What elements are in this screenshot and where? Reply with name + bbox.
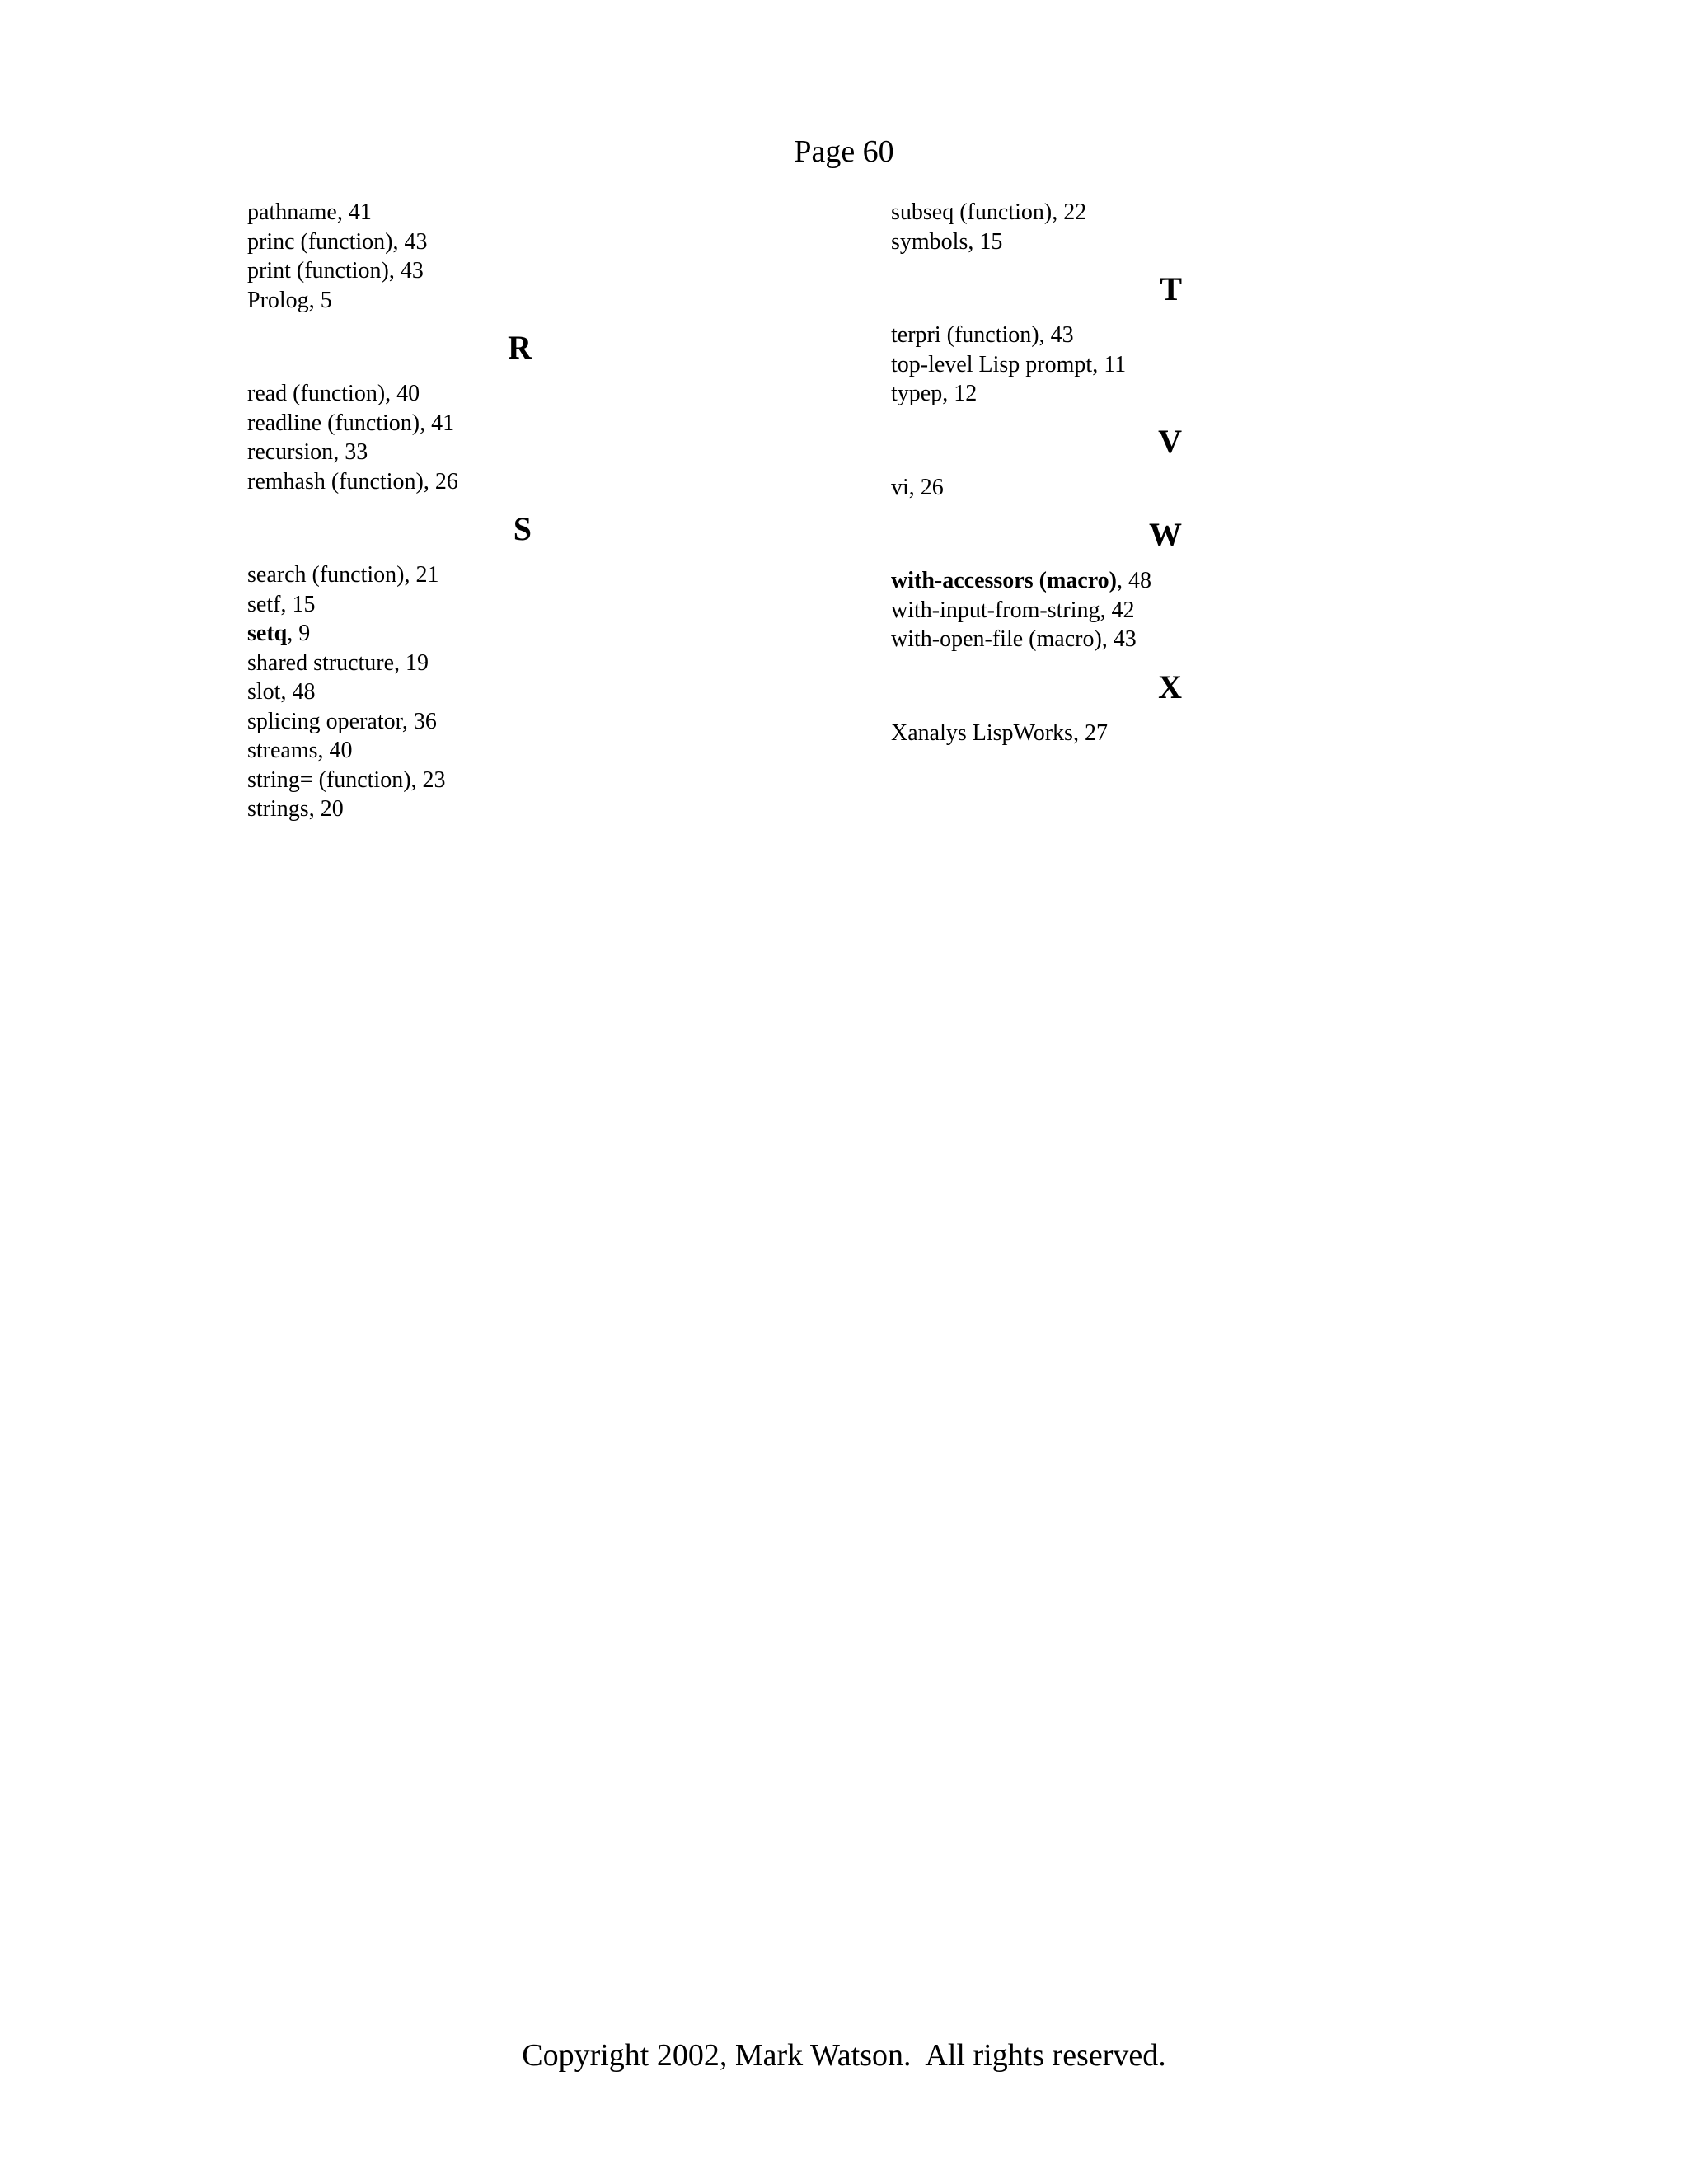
section-letter-w: W — [1149, 516, 1182, 553]
index-term: with-accessors (macro) — [891, 568, 1117, 593]
index-term: recursion — [247, 439, 334, 465]
index-page-ref: , 26 — [908, 474, 944, 500]
index-term: top-level Lisp prompt — [891, 351, 1093, 377]
index-page-ref: , 19 — [394, 649, 429, 676]
index-page-ref: , 40 — [317, 738, 353, 763]
index-term: strings — [247, 796, 309, 822]
section-letter-v: V — [1158, 422, 1182, 460]
index-page-ref: , 26 — [423, 468, 458, 494]
index-entry — [891, 321, 1435, 350]
index-entry — [247, 227, 791, 257]
index-entry — [891, 227, 1435, 257]
index-term: terpri (function) — [891, 322, 1039, 348]
index-page-ref: , 9 — [287, 621, 311, 646]
index-entry — [247, 677, 791, 707]
index-entry — [891, 379, 1435, 409]
index-term: shared structure — [247, 649, 395, 676]
index-term: Prolog — [247, 287, 309, 313]
section-gap — [247, 549, 791, 560]
index-page-ref: , 33 — [333, 439, 368, 465]
index-entry — [891, 719, 1435, 748]
index-page-ref: , 15 — [280, 591, 316, 617]
index-entry — [247, 438, 791, 467]
index-term: Xanalys LispWorks — [891, 719, 1073, 746]
index-page-ref: , 40 — [385, 381, 420, 406]
index-term: setq — [247, 621, 288, 646]
index-term: remhash (function) — [247, 468, 424, 494]
index-term: slot — [247, 679, 281, 705]
section-gap — [247, 315, 791, 328]
index-entry — [247, 379, 791, 409]
index-entry — [247, 736, 791, 766]
index-entry — [891, 350, 1435, 380]
index-entry — [247, 794, 791, 824]
index-page-ref: , 12 — [942, 381, 978, 406]
index-term: pathname — [247, 199, 337, 225]
index-entry — [247, 409, 791, 438]
index-term: streams — [247, 738, 318, 763]
index-page-ref: , 48 — [280, 679, 316, 705]
page-header: Page 60 — [794, 134, 894, 169]
index-entry — [247, 707, 791, 737]
index-term: typep — [891, 381, 943, 406]
index-page-ref: , 43 — [388, 258, 424, 284]
section-gap — [891, 654, 1435, 668]
index-page-ref: , 42 — [1100, 597, 1135, 623]
index-entry — [247, 649, 791, 678]
index-term: search (function) — [247, 562, 405, 588]
index-entry — [247, 198, 791, 227]
section-letter-x: X — [1158, 668, 1182, 705]
index-entry — [247, 467, 791, 497]
section-gap — [247, 368, 791, 379]
index-page-ref: , 36 — [401, 708, 437, 734]
index-page-ref: , 22 — [1052, 199, 1087, 225]
index-page-ref: , 41 — [336, 199, 372, 225]
index-term: vi — [891, 474, 909, 500]
index-entry — [891, 198, 1435, 227]
index-page-ref: , 41 — [420, 410, 455, 436]
index-column-right — [891, 198, 1435, 748]
index-page-ref: , 5 — [308, 287, 332, 313]
index-term: with-open-file (macro) — [891, 626, 1102, 652]
section-gap — [891, 502, 1435, 515]
index-entry — [247, 590, 791, 620]
section-gap — [891, 256, 1435, 269]
index-term: readline (function) — [247, 410, 420, 436]
index-term: symbols — [891, 228, 968, 255]
index-entry — [891, 596, 1435, 626]
index-page-ref: , 27 — [1072, 719, 1108, 746]
index-term: subseq (function) — [891, 199, 1053, 225]
copyright-footer: Copyright 2002, Mark Watson. All rights reserved. — [522, 2038, 1166, 2073]
index-entry — [247, 560, 791, 590]
index-entry — [891, 473, 1435, 503]
index-entry — [247, 766, 791, 795]
index-page-ref: , 48 — [1116, 568, 1151, 593]
section-gap — [891, 462, 1435, 473]
section-letter-r: R — [508, 329, 532, 366]
index-entry — [247, 256, 791, 286]
section-letter-t: T — [1160, 270, 1182, 307]
section-gap — [891, 707, 1435, 719]
index-page-ref: , 43 — [1101, 626, 1137, 652]
index-term: string= (function) — [247, 766, 411, 793]
index-term: splicing operator — [247, 708, 402, 734]
index-page-ref: , 23 — [410, 766, 446, 793]
index-page-ref: , 21 — [404, 562, 439, 588]
index-page-ref: , 20 — [308, 796, 344, 822]
index-column-left — [247, 198, 791, 824]
index-term: princ (function) — [247, 228, 393, 255]
index-term: setf — [247, 591, 281, 617]
index-page-ref: , 43 — [1039, 322, 1074, 348]
section-gap — [891, 409, 1435, 422]
index-page-ref: , 43 — [392, 228, 428, 255]
section-gap — [247, 496, 791, 509]
section-gap — [891, 309, 1435, 321]
section-letter-s: S — [513, 510, 532, 547]
index-entry — [247, 619, 791, 649]
index-page-ref: , 15 — [968, 228, 1003, 255]
index-entry — [891, 625, 1435, 654]
index-page-ref: , 11 — [1092, 351, 1127, 377]
index-term: print (function) — [247, 258, 389, 284]
section-gap — [891, 555, 1435, 566]
index-entry — [247, 286, 791, 316]
index-term: read (function) — [247, 381, 386, 406]
index-term: with-input-from-string — [891, 597, 1100, 623]
index-entry — [891, 566, 1435, 596]
